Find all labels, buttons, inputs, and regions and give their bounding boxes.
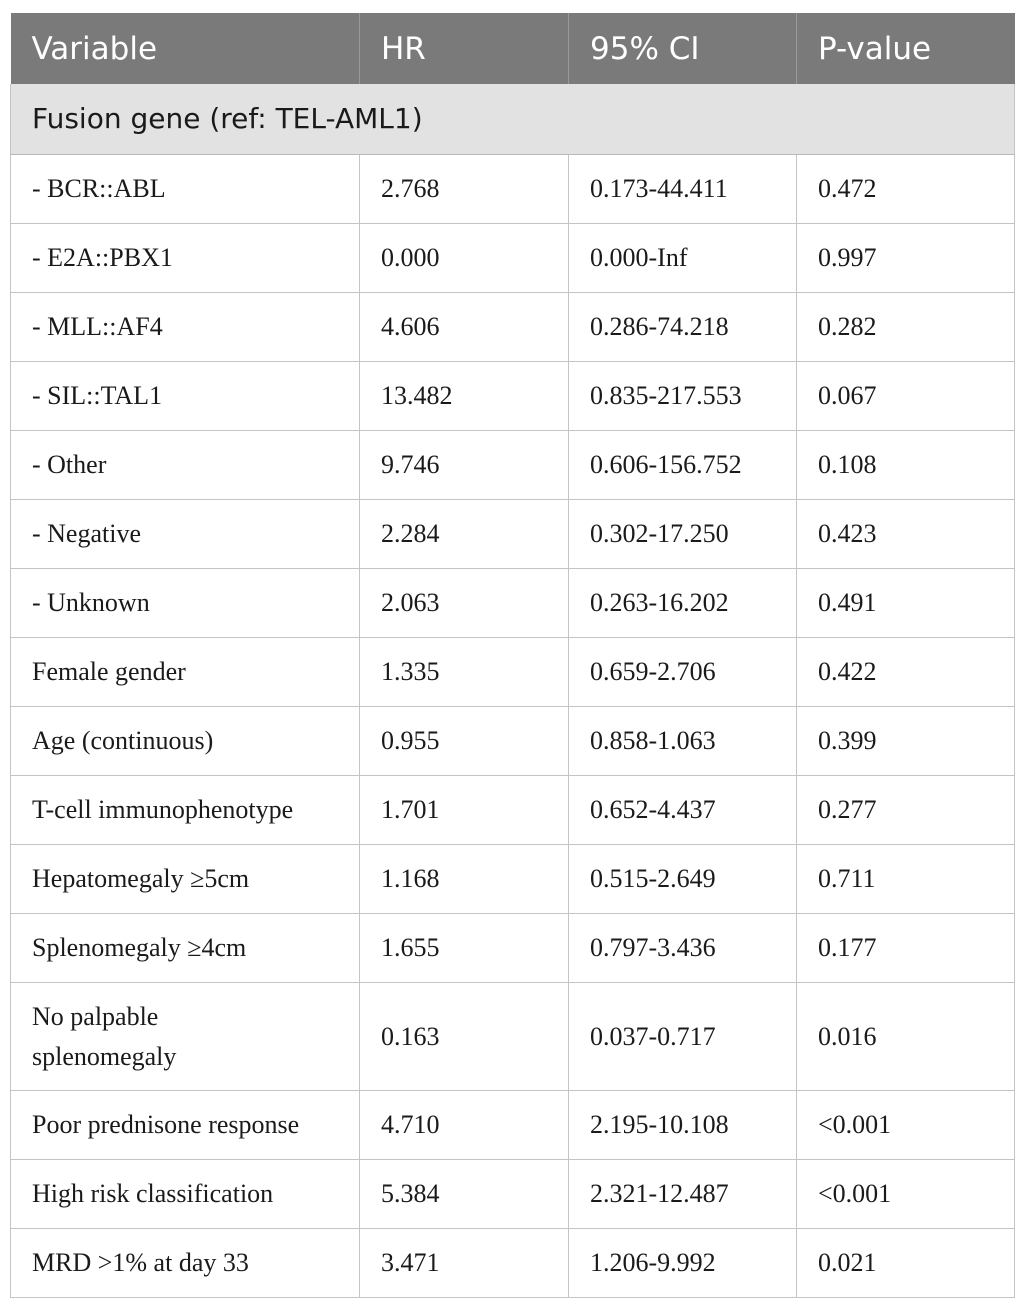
cell-hr: 2.284 [360, 500, 569, 569]
table-header-row [11, 13, 1015, 84]
cell-hr: 1.655 [360, 914, 569, 983]
cell-ci: 0.659-2.706 [569, 638, 797, 707]
cell-ci: 0.835-217.553 [569, 362, 797, 431]
cell-ci: 0.797-3.436 [569, 914, 797, 983]
cell-pvalue: 0.277 [797, 776, 1015, 845]
cell-hr: 3.471 [360, 1229, 569, 1298]
cell-ci: 0.037-0.717 [569, 983, 797, 1091]
cell-variable: - MLL::AF4 [11, 293, 360, 362]
cell-hr: 1.701 [360, 776, 569, 845]
cell-hr: 1.168 [360, 845, 569, 914]
table-row [11, 983, 1015, 1091]
cell-pvalue: 0.422 [797, 638, 1015, 707]
cell-variable: - Negative [11, 500, 360, 569]
cell-pvalue: 0.711 [797, 845, 1015, 914]
table-row [11, 1229, 1015, 1298]
table-row [11, 845, 1015, 914]
cell-hr: 13.482 [360, 362, 569, 431]
cell-ci: 0.286-74.218 [569, 293, 797, 362]
table-row [11, 914, 1015, 983]
cell-ci: 0.858-1.063 [569, 707, 797, 776]
cell-ci: 0.606-156.752 [569, 431, 797, 500]
cell-hr: 5.384 [360, 1160, 569, 1229]
cell-ci: 2.321-12.487 [569, 1160, 797, 1229]
table-row [11, 155, 1015, 224]
cell-pvalue: 0.177 [797, 914, 1015, 983]
header-variable: Variable [11, 13, 360, 84]
cell-variable: - SIL::TAL1 [11, 362, 360, 431]
cell-pvalue: 0.016 [797, 983, 1015, 1091]
cell-pvalue: <0.001 [797, 1091, 1015, 1160]
cell-ci: 0.000-Inf [569, 224, 797, 293]
cell-hr: 4.606 [360, 293, 569, 362]
cell-pvalue: 0.399 [797, 707, 1015, 776]
table-row [11, 569, 1015, 638]
cell-ci: 0.263-16.202 [569, 569, 797, 638]
cell-pvalue: 0.997 [797, 224, 1015, 293]
cell-pvalue: 0.108 [797, 431, 1015, 500]
cell-variable: Female gender [11, 638, 360, 707]
cell-variable: Poor prednisone response [11, 1091, 360, 1160]
cell-hr: 0.163 [360, 983, 569, 1091]
table-row [11, 1160, 1015, 1229]
cell-ci: 0.652-4.437 [569, 776, 797, 845]
cell-hr: 2.063 [360, 569, 569, 638]
cell-ci: 0.302-17.250 [569, 500, 797, 569]
cell-variable: Hepatomegaly ≥5cm [11, 845, 360, 914]
cell-hr: 0.000 [360, 224, 569, 293]
group-label: Fusion gene (ref: TEL-AML1) [11, 84, 1015, 155]
cell-ci: 1.206-9.992 [569, 1229, 797, 1298]
cell-hr: 4.710 [360, 1091, 569, 1160]
cell-pvalue: 0.423 [797, 500, 1015, 569]
table-row [11, 707, 1015, 776]
cell-hr: 9.746 [360, 431, 569, 500]
table-row [11, 638, 1015, 707]
cell-hr: 1.335 [360, 638, 569, 707]
group-row-fusion-gene [11, 84, 1015, 155]
table-row [11, 776, 1015, 845]
cell-hr: 2.768 [360, 155, 569, 224]
table-row [11, 362, 1015, 431]
table-row [11, 500, 1015, 569]
cell-variable: - BCR::ABL [11, 155, 360, 224]
cell-ci: 2.195-10.108 [569, 1091, 797, 1160]
table-row [11, 224, 1015, 293]
cell-variable: MRD >1% at day 33 [11, 1229, 360, 1298]
hazard-ratio-table [10, 13, 1015, 1298]
header-hr: HR [360, 13, 569, 84]
cell-ci: 0.173-44.411 [569, 155, 797, 224]
cell-ci: 0.515-2.649 [569, 845, 797, 914]
cell-hr: 0.955 [360, 707, 569, 776]
cell-variable: - Other [11, 431, 360, 500]
cell-variable: - E2A::PBX1 [11, 224, 360, 293]
header-ci: 95% CI [569, 13, 797, 84]
cell-variable: Splenomegaly ≥4cm [11, 914, 360, 983]
cell-pvalue: 0.472 [797, 155, 1015, 224]
cell-pvalue: 0.067 [797, 362, 1015, 431]
cell-pvalue: 0.282 [797, 293, 1015, 362]
cell-pvalue: 0.021 [797, 1229, 1015, 1298]
cell-variable: - Unknown [11, 569, 360, 638]
cell-variable: No palpable splenomegaly [11, 983, 360, 1091]
header-pvalue: P-value [797, 13, 1015, 84]
cell-pvalue: 0.491 [797, 569, 1015, 638]
table-row [11, 1091, 1015, 1160]
cell-pvalue: <0.001 [797, 1160, 1015, 1229]
cell-variable: T-cell immunophenotype [11, 776, 360, 845]
cell-variable: Age (continuous) [11, 707, 360, 776]
table-row [11, 431, 1015, 500]
table-row [11, 293, 1015, 362]
cell-variable: High risk classification [11, 1160, 360, 1229]
